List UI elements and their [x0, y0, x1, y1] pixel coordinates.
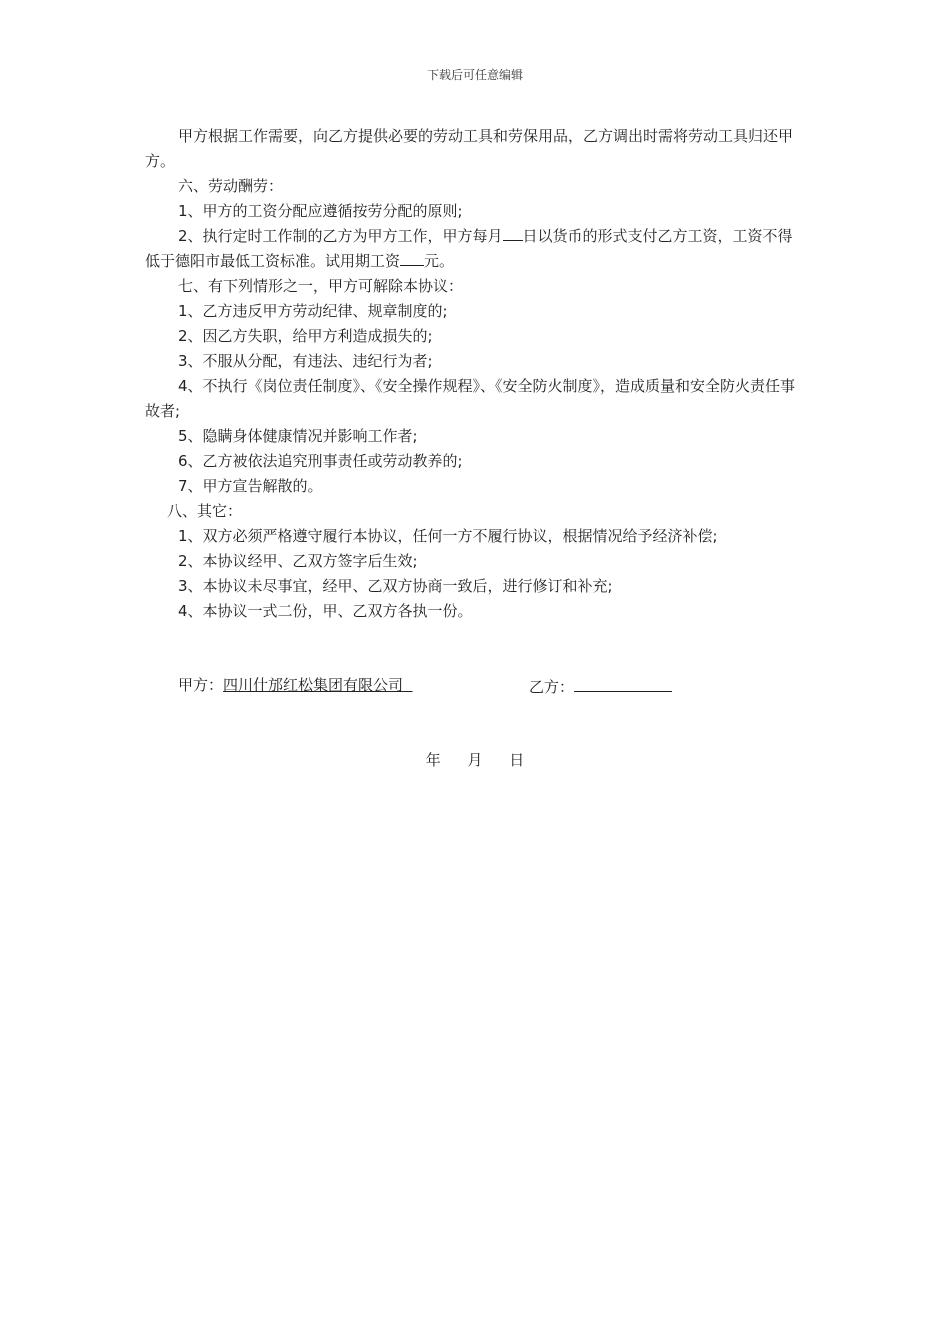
section7-item-5: 5、隐瞒身体健康情况并影响工作者; [178, 427, 418, 445]
section7-item-1: 1、乙方违反甲方劳动纪律、规章制度的; [178, 302, 448, 320]
party-a [178, 673, 413, 698]
section8-item-3: 3、本协议未尽事宜，经甲、乙双方协商一致后，进行修订和补充; [178, 577, 613, 595]
party-b-label: 乙方： [529, 678, 575, 696]
party-a-label: 甲方： [178, 676, 224, 694]
section7-item-4: 4、不执行《岗位责任制度》、《安全操作规程》、《安全防火制度》，造成质量和安全防火责任事故者; [145, 377, 796, 420]
section8-item-1: 1、双方必须严格遵守履行本协议，任何一方不履行协议，根据情况给予经济补偿; [178, 527, 718, 545]
section6-item-2-part3: 元。 [424, 252, 455, 270]
date-month: 月 [467, 751, 483, 769]
section6-item-2-part1: 2、执行定时工作制的乙方为甲方工作，甲方每月 [178, 227, 503, 245]
date-year: 年 [425, 751, 441, 769]
section8-title: 八、其它： [167, 502, 243, 520]
section6-item-1: 1、甲方的工资分配应遵循按劳分配的原则; [178, 202, 463, 220]
section7-title: 七、有下列情形之一，甲方可解除本协议： [178, 277, 464, 295]
trial-salary-blank[interactable] [400, 249, 424, 266]
party-a-company-name: 四川什邡红松集团有限公司 [223, 676, 404, 694]
section6-item-2-part2: 日以货币的形式支付乙方工资，工资不得低于德阳市最低工资标准。试用期工资 [145, 227, 793, 270]
section6-item-2 [145, 224, 800, 274]
section7-item-7: 7、甲方宣告解散的。 [178, 477, 323, 495]
section7-item-3: 3、不服从分配，有违法、违纪行为者; [178, 352, 433, 370]
section8-item-2: 2、本协议经甲、乙双方签字后生效; [178, 552, 418, 570]
party-a-company [223, 676, 413, 694]
party-b [529, 673, 672, 700]
section7-item-6: 6、乙方被依法追究刑事责任或劳动教养的; [178, 452, 463, 470]
date-line [0, 748, 950, 773]
section8-item-4: 4、本协议一式二份，甲、乙双方各执一份。 [178, 602, 473, 620]
page-header: 下载后可任意编辑 [426, 68, 523, 82]
section6-title: 六、劳动酬劳： [178, 177, 284, 195]
pay-day-blank[interactable] [503, 224, 523, 241]
party-b-signature-blank[interactable] [574, 673, 672, 692]
intro-paragraph: 甲方根据工作需要，向乙方提供必要的劳动工具和劳保用品，乙方调出时需将劳动工具归还甲方。 [145, 127, 794, 170]
section7-item-2: 2、因乙方失职，给甲方利造成损失的; [178, 327, 433, 345]
document-body [145, 124, 800, 624]
date-day: 日 [509, 751, 525, 769]
